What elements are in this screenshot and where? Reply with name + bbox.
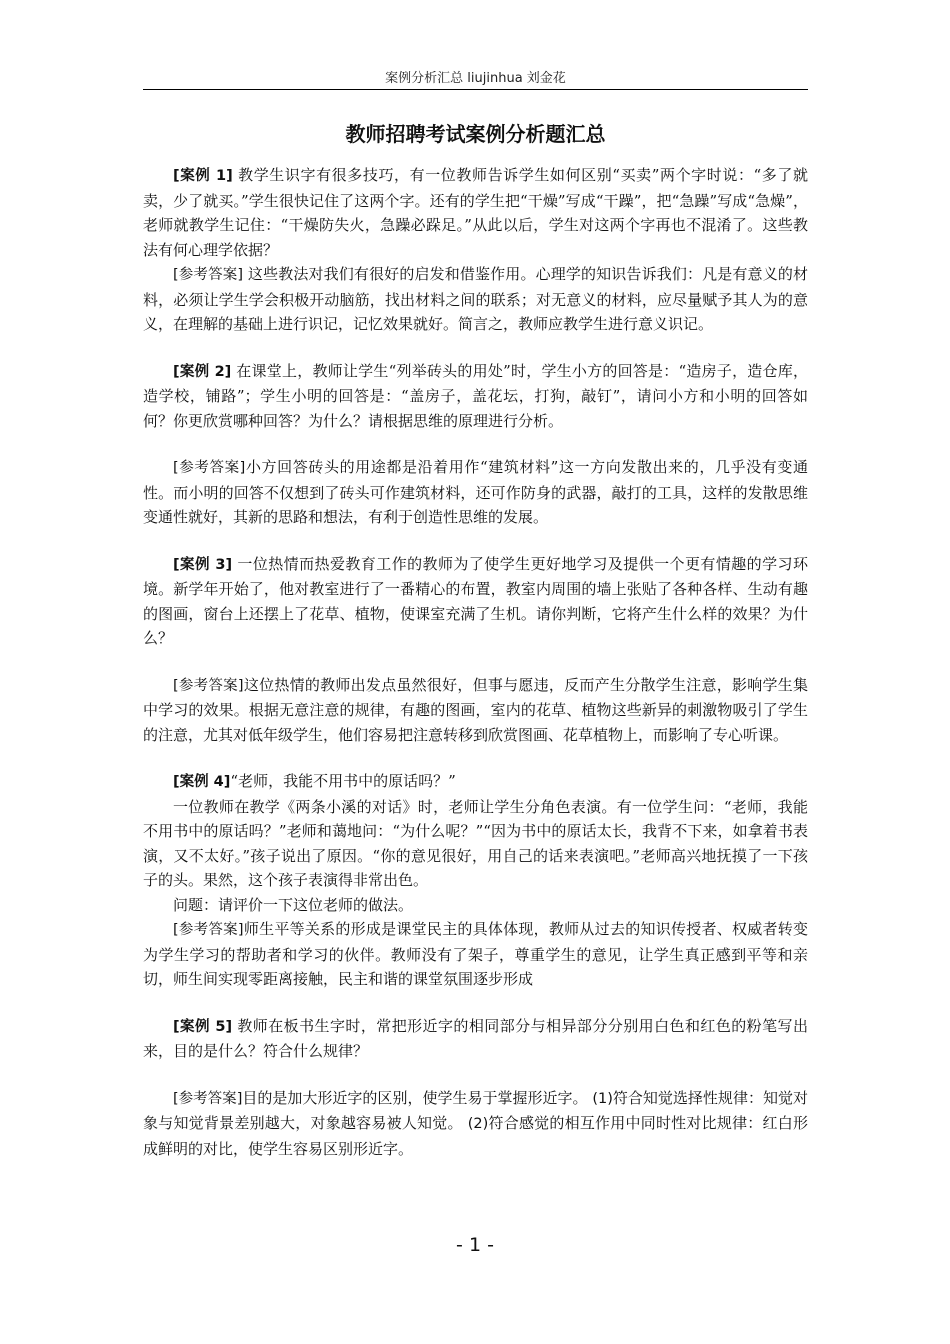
case-3-text: 一位热情而热爱教育工作的教师为了使学生更好地学习及提供一个更有情趣的学习环境。新学年开始了，他对教室进行了一番精心的布置，教室内周围的墙上张贴了各种各样、生动有趣的图画，窗台上还摆上了花草、植物，使课室充满了生机。请你判断，它将产生什么样的效果？为什么？ xyxy=(143,554,808,647)
header-divider xyxy=(143,89,808,90)
case-3-question xyxy=(143,552,808,651)
page-header: 案例分析汇总 liujinhua 刘金花 xyxy=(385,71,566,86)
case-5-text: 教师在板书生字时，常把形近字的相同部分与相异部分分别用白色和红色的粉笔写出来，目的是什么？符合什么规律？ xyxy=(143,1016,808,1060)
case-3-answer-tag: [参考答案] xyxy=(173,677,244,694)
case-2-text: 在课堂上，教师让学生“列举砖头的用处”时，学生小方的回答是：“造房子，造仓库，造学校，铺路”；学生小明的回答是：“盖房子，盖花坛，打狗，敲钉”，请问小方和小明的回答如何？你更欣赏哪种回答？为什么？请根据思维的原理进行分析。 xyxy=(143,361,808,430)
case-4-answer-tag: [参考答案] xyxy=(173,922,244,938)
page-number: - 1 - xyxy=(456,1234,494,1256)
case-5-answer-tag: [参考答案] xyxy=(173,1090,243,1107)
case-5-answer-text-3: 符合感觉的相互作用中同时性对比规律：红白形成鲜明的对比，使学生容易区别形近字。 xyxy=(143,1114,808,1158)
document-title: 教师招聘考试案例分析题汇总 xyxy=(345,122,606,146)
paragraph-gap xyxy=(143,651,808,673)
document-body xyxy=(143,163,808,1161)
case-4-tag: [案例 4] xyxy=(173,774,231,790)
case-2-question xyxy=(143,359,808,434)
case-2-tag: [案例 2] xyxy=(173,363,232,380)
case-2-answer xyxy=(143,455,808,530)
case-1-tag: [案例 1] xyxy=(173,168,233,184)
case-1-answer-tag: [参考答案] xyxy=(173,267,244,283)
paragraph-gap xyxy=(143,530,808,552)
case-5-marker-1: (1) xyxy=(592,1090,613,1107)
case-2-answer-text: 小方回答砖头的用途都是沿着用作“建筑材料”这一方向发散出来的，几乎没有变通性。而小明的回答不仅想到了砖头可作建筑材料，还可作防身的武器，敲打的工具，这样的发散思维变通性就好，其新的思路和想法，有利于创造性思维的发展。 xyxy=(143,458,808,526)
case-4-question xyxy=(143,769,808,795)
case-1-text: 教学生识字有很多技巧，有一位教师告诉学生如何区别“买卖”两个字时说：“多了就卖，少了就买。”学生很快记住了这两个字。还有的学生把“干燥”写成“干躁”，把“急躁”写成“急燥”，老师就教学生记住：“干燥防失火，急躁必跺足。”从此以后，学生对这两个字再也不混淆了。这些教法有何心理学依据？ xyxy=(143,166,808,259)
case-5-tag: [案例 5] xyxy=(173,1018,233,1035)
case-5-answer-text-2: 符合知觉选择性规律：知觉对象与知觉背景差别越大，对象越容易被人知觉。 xyxy=(143,1088,808,1132)
case-5-question xyxy=(143,1014,808,1064)
case-3-answer-text: 这位热情的教师出发点虽然很好，但事与愿违，反而产生分散学生注意，影响学生集中学习的效果。根据无意注意的规律，有趣的图画，室内的花草、植物这些新异的刺激物吸引了学生的注意，尤其对低年级学生，他们容易把注意转移到欣赏图画、花草植物上，而影响了专心听课。 xyxy=(143,675,808,744)
case-2-answer-tag: [参考答案] xyxy=(173,460,246,476)
paragraph-gap xyxy=(143,433,808,455)
paragraph-gap xyxy=(143,1064,808,1086)
case-1-answer-text: 这些教法对我们有很好的启发和借鉴作用。心理学的知识告诉我们：凡是有意义的材料，必须让学生学会积极开动脑筋，找出材料之间的联系；对无意义的材料，应尽量赋予其人为的意义，在理解的基础上进行识记，记忆效果就好。简言之，教师应教学生进行意义识记。 xyxy=(143,265,808,333)
paragraph-gap xyxy=(143,992,808,1014)
case-3-tag: [案例 3] xyxy=(173,556,233,573)
paragraph-gap xyxy=(143,337,808,359)
case-4-answer-text: 师生平等关系的形成是课堂民主的具体体现，教师从过去的知识传授者、权威者转变为学生学习的帮助者和学习的伙伴。教师没有了架子，尊重学生的意见，让学生真正感到平等和亲切，师生间实现零距离接触，民主和谐的课堂氛围逐步形成 xyxy=(143,920,808,988)
case-4-story: 一位教师在教学《两条小溪的对话》时，老师让学生分角色表演。有一位学生问：“老师，我能不用书中的原话吗？”老师和蔼地问：“为什么呢？”“因为书中的原话太长，我背不下来，如拿着书表演，又不太好。”孩子说出了原因。“你的意见很好，用自己的话来表演吧。”老师高兴地抚摸了一下孩子的头。果然，这个孩子表演得非常出色。 xyxy=(143,797,808,889)
case-5-answer-text-1: 目的是加大形近字的区别，使学生易于掌握形近字。 xyxy=(242,1088,588,1107)
paragraph-gap xyxy=(143,747,808,769)
case-3-answer xyxy=(143,673,808,748)
case-5-answer xyxy=(143,1086,808,1162)
case-1-question xyxy=(143,163,808,262)
case-4-text: “老师，我能不用书中的原话吗？” xyxy=(230,772,456,790)
case-4-prompt: 问题：请评价一下这位老师的做法。 xyxy=(173,895,414,914)
case-5-marker-2: (2) xyxy=(467,1116,489,1132)
case-1-answer xyxy=(143,262,808,337)
case-4-answer xyxy=(143,917,808,992)
